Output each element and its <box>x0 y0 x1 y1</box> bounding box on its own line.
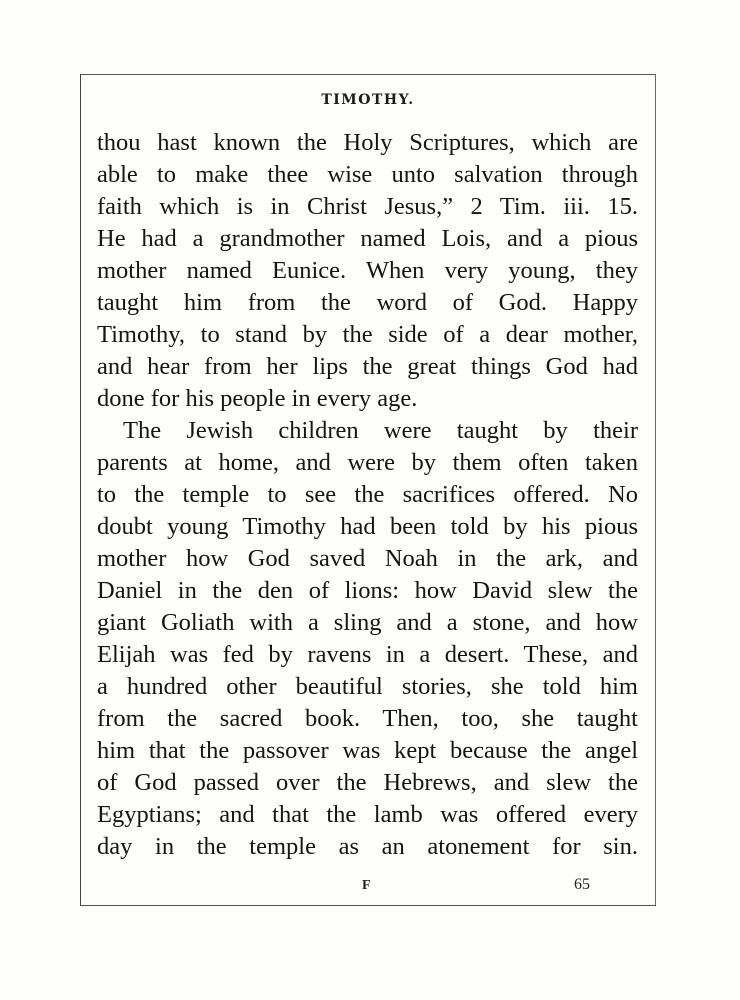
text-line: of God passed over the Hebrews, and slew the <box>97 769 638 796</box>
signature-mark: F <box>362 878 371 893</box>
body-text <box>97 127 638 863</box>
frame-rule-top <box>80 74 656 75</box>
frame-rule-right <box>655 74 656 906</box>
page-number: 65 <box>574 876 590 893</box>
text-line: Egyptians; and that the lamb was offered every <box>97 801 638 828</box>
text-line: giant Goliath with a sling and a stone, and how <box>97 609 638 636</box>
frame-rule-bottom <box>80 905 656 906</box>
text-line: Elijah was fed by ravens in a desert. These, and <box>97 641 638 668</box>
text-line: mother how God saved Noah in the ark, and <box>97 545 638 572</box>
text-line: thou hast known the Holy Scriptures, which are <box>97 129 638 156</box>
text-line: Daniel in the den of lions: how David slew the <box>97 577 638 604</box>
text-line: able to make thee wise unto salvation through <box>97 161 638 188</box>
text-line: from the sacred book. Then, too, she taught <box>97 705 638 732</box>
text-line: mother named Eunice. When very young, they <box>97 257 638 284</box>
text-line: a hundred other beautiful stories, she told him <box>97 673 638 700</box>
text-line: day in the temple as an atonement for sin. <box>97 833 638 860</box>
text-line: faith which is in Christ Jesus,” 2 Tim. iii. 15. <box>97 193 638 220</box>
text-line: He had a grandmother named Lois, and a pious <box>97 225 638 252</box>
text-line: and hear from her lips the great things God had <box>97 353 638 380</box>
text-line: him that the passover was kept because the angel <box>97 737 638 764</box>
frame-rule-left <box>80 74 81 906</box>
text-line: to the temple to see the sacrifices offered. No <box>97 481 638 508</box>
text-line: doubt young Timothy had been told by his pious <box>97 513 638 540</box>
text-line: done for his people in every age. <box>97 385 418 412</box>
text-line: taught him from the word of God. Happy <box>97 289 638 316</box>
text-line: The Jewish children were taught by their <box>123 417 638 444</box>
text-line: parents at home, and were by them often taken <box>97 449 638 476</box>
text-line: Timothy, to stand by the side of a dear mother, <box>97 321 638 348</box>
running-head: TIMOTHY. <box>321 92 415 108</box>
